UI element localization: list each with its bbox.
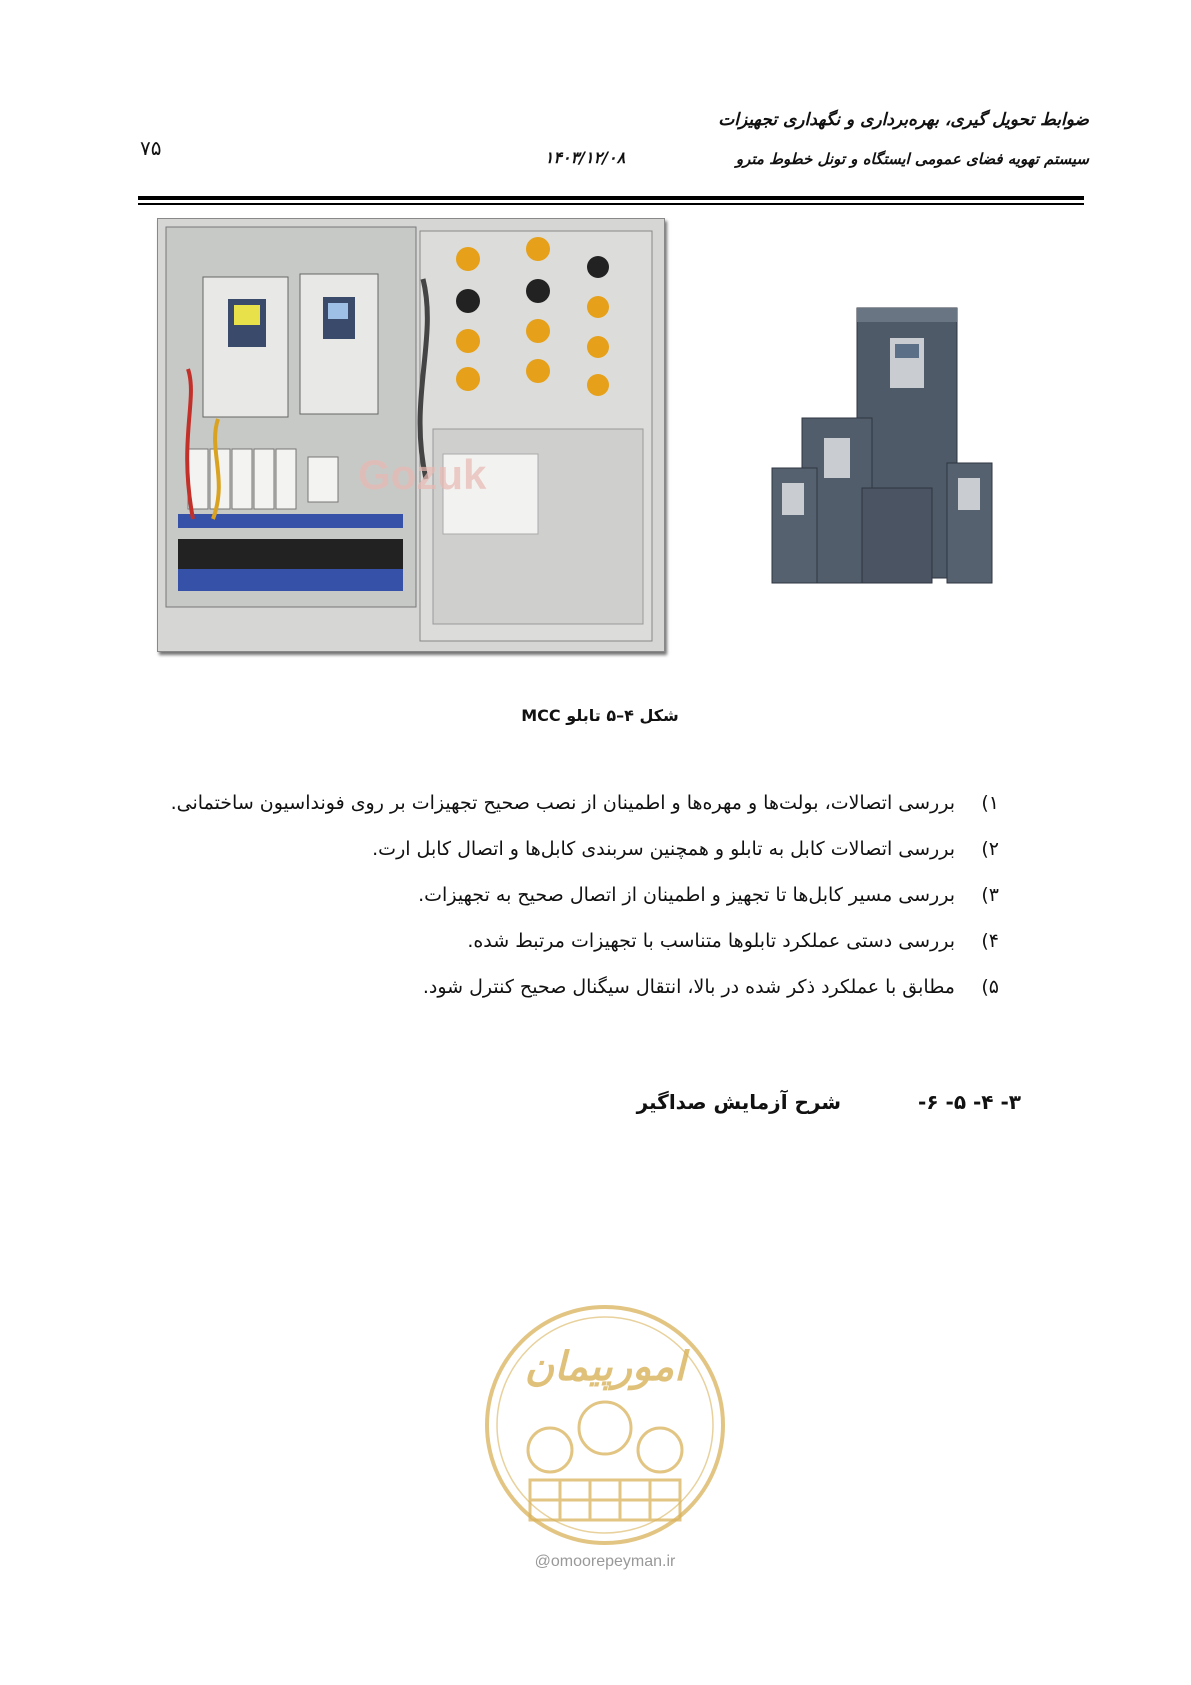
figure-caption: شکل ۴–۵ تابلو MCC	[521, 706, 679, 725]
list-item	[119, 826, 999, 872]
watermark-url: @omoorepeyman.ir	[534, 1553, 676, 1570]
mcc-panel-photo	[157, 218, 665, 652]
watermark-seal	[480, 1300, 730, 1550]
list-item-text: مطابق با عملکرد ذکر شده در بالا، انتقال سیگنال صحیح کنترل شود.	[422, 976, 955, 998]
header-rule-thin	[138, 203, 1084, 205]
page-number: ۷۵	[140, 136, 162, 160]
header-rule	[138, 196, 1084, 200]
list-item	[119, 918, 999, 964]
header-title-line1: ضوابط تحویل گیری، بهره‌برداری و نگهداری تجهیزات	[718, 110, 1089, 130]
vfd-drives-illustration	[762, 288, 1002, 598]
list-item-text: بررسی اتصالات، بولت‌ها و مهره‌ها و اطمینان از نصب صحیح تجهیزات بر روی فونداسیون ساختمانی.	[170, 792, 955, 814]
section-title: شرح آزمایش صداگیر	[636, 1090, 842, 1114]
list-item-number: ۵)	[981, 976, 999, 998]
header-date: ۱۴۰۳/۱۲/۰۸	[544, 148, 626, 167]
mcc-panel-illustration	[158, 219, 664, 651]
section-heading	[637, 1090, 1021, 1114]
list-item-number: ۳)	[981, 884, 999, 906]
vfd-drives-photo	[762, 288, 1002, 598]
watermark-logo-text: امورپیمان	[524, 1343, 686, 1390]
list-item-text: بررسی مسیر کابل‌ها تا تجهیز و اطمینان از اتصال صحیح به تجهیزات.	[418, 884, 955, 906]
watermark-logo	[480, 1300, 730, 1550]
list-item	[119, 872, 999, 918]
list-item	[119, 964, 999, 1010]
section-number: ۳- ۴- ۵- ۶-	[918, 1090, 1021, 1114]
list-item-number: ۴)	[981, 930, 999, 952]
list-item-text: بررسی دستی عملکرد تابلوها متناسب با تجهیزات مرتبط شده.	[467, 930, 955, 952]
list-item-text: بررسی اتصالات کابل به تابلو و همچنین سربندی کابل‌ها و اتصال کابل ارت.	[372, 838, 955, 860]
header-title-line2: سیستم تهویه فضای عمومی ایستگاه و تونل خطوط مترو	[735, 150, 1089, 168]
list-item-number: ۲)	[981, 838, 999, 860]
checklist	[119, 780, 999, 1010]
list-item-number: ۱)	[981, 792, 999, 814]
list-item	[119, 780, 999, 826]
photo-watermark-text: Gozuk	[358, 451, 487, 498]
